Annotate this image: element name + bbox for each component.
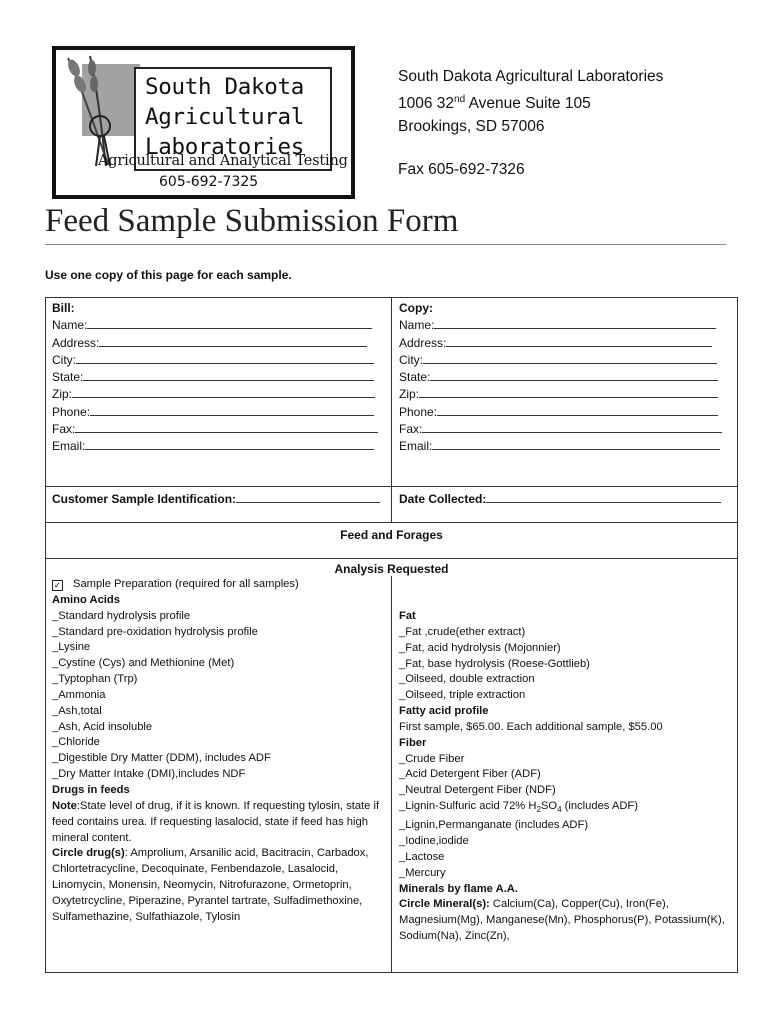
column-divider-top [391, 297, 392, 522]
list-item: _Dry Matter Intake (DMI),includes NDF [52, 768, 246, 781]
logo-line-1: South Dakota [145, 74, 304, 100]
list-item: _Iodine,iodide [399, 835, 469, 848]
address-city: Brookings, SD 57006 [398, 118, 545, 136]
bill-heading: Bill: [52, 301, 75, 315]
list-item: _Digestible Dry Matter (DDM), includes ADF [52, 752, 271, 765]
bill-name-field[interactable]: Name: [52, 317, 382, 334]
list-item: _Ammonia [52, 688, 106, 701]
drugs-circle-list: Circle drug(s): Amprolium, Arsanilic acid, Bacitracin, Carbadox, Chlortetracycline, Decoquinate, Fenbendazole, Lasalocid, Linomycin, Monensin, Neomycin, Nitrofurazone, Ormetoprin, Oxytetrcycline, Piperazine, Pyrantel tartrate, Sulfadimethoxine, Sulfamethazine, Sulfathiazole, Tylosin [52, 847, 369, 923]
list-item: _Ash,total [52, 704, 102, 717]
bill-section [52, 300, 382, 456]
copy-email-field[interactable]: Email: [399, 438, 729, 455]
customer-sample-id-field[interactable]: Customer Sample Identification: [52, 491, 387, 508]
feed-forages-heading: Feed and Forages [340, 528, 443, 542]
analysis-left-list [52, 577, 387, 926]
divider-sample-id [45, 522, 738, 523]
bill-city-field[interactable]: City: [52, 352, 382, 369]
list-item: _Ash, Acid insoluble [52, 720, 153, 733]
list-item: _Oilseed, double extraction [399, 673, 535, 686]
copy-fax-field[interactable]: Fax: [399, 421, 729, 438]
minerals-heading: Minerals by flame A.A. [399, 882, 518, 895]
fiber-heading: Fiber [399, 736, 427, 749]
copy-name-field[interactable]: Name: [399, 317, 729, 334]
drugs-heading: Drugs in feeds [52, 783, 130, 796]
address-fax: Fax 605-692-7326 [398, 161, 525, 179]
list-item: _Oilseed, triple extraction [399, 689, 526, 702]
list-item: _Standard hydrolysis profile [52, 609, 191, 622]
date-collected-field[interactable]: Date Collected: [399, 491, 729, 508]
form-title: Feed Sample Submission Form [45, 203, 459, 239]
logo-phone: 605-692-7325 [159, 174, 259, 190]
bill-zip-field[interactable]: Zip: [52, 386, 382, 403]
copy-city-field[interactable]: City: [399, 352, 729, 369]
list-item: _Typtophan (Trp) [52, 673, 138, 686]
bill-state-field[interactable]: State: [52, 369, 382, 386]
column-divider-bottom [391, 576, 392, 973]
logo-line-2: Agricultural [145, 104, 304, 130]
amino-acids-heading: Amino Acids [52, 593, 120, 606]
minerals-circle-list: Circle Mineral(s): Calcium(Ca), Copper(Cu), Iron(Fe), Magnesium(Mg), Manganese(Mn), Phosphorus(P), Potassium(K), Sodium(Na), Zinc(Zn), [399, 898, 725, 943]
copy-zip-field[interactable]: Zip: [399, 386, 729, 403]
drugs-note: Note:State level of drug, if it is known. If requesting tylosin, state if feed contains urea. If requesting lasalocid, state if feed has high mineral content. [52, 799, 380, 844]
title-divider [45, 244, 726, 245]
fatty-acid-price: First sample, $65.00. Each additional sample, $55.00 [399, 720, 663, 733]
list-item: _Acid Detergent Fiber (ADF) [399, 768, 541, 781]
bill-address-field[interactable]: Address: [52, 335, 382, 352]
list-item: _Crude Fiber [399, 752, 465, 765]
copy-section [399, 300, 729, 456]
bill-email-field[interactable]: Email: [52, 438, 382, 455]
list-item: _Neutral Detergent Fiber (NDF) [399, 784, 556, 797]
analysis-requested-heading: Analysis Requested [334, 562, 449, 576]
list-item: _Chloride [52, 736, 100, 749]
copy-state-field[interactable]: State: [399, 369, 729, 386]
instruction-text: Use one copy of this page for each sample. [45, 268, 292, 282]
checkbox-checked-icon[interactable]: ✓ [53, 580, 62, 590]
copy-heading: Copy: [399, 301, 433, 315]
copy-address-field[interactable]: Address: [399, 335, 729, 352]
logo-tagline: Agricultural and Analytical Testing [98, 153, 348, 169]
lab-address [398, 65, 663, 181]
logo-line-3: Laboratories [145, 134, 304, 160]
lab-logo [52, 46, 355, 199]
list-item: _Lignin-Sulfuric acid 72% $H_2SO_4$ (includes ADF) [399, 800, 638, 815]
bill-phone-field[interactable]: Phone: [52, 404, 382, 421]
list-item: _Lactose [399, 850, 445, 863]
sample-prep-checkbox[interactable]: ✓ Sample Preparation (required for all samples) [53, 578, 299, 590]
fat-heading: Fat [399, 610, 416, 622]
list-item: _Lignin,Permanganate (includes ADF) [399, 819, 589, 832]
bill-fax-field[interactable]: Fax: [52, 421, 382, 438]
list-item: _Fat, acid hydrolysis (Mojonnier) [399, 641, 561, 654]
address-street: 1006 32nd Avenue Suite 105 [398, 94, 591, 113]
fatty-acid-heading: Fatty acid profile [399, 705, 489, 718]
list-item: _Fat ,crude(ether extract) [399, 625, 526, 638]
analysis-right-list [399, 609, 735, 945]
copy-phone-field[interactable]: Phone: [399, 404, 729, 421]
list-item: _Fat, base hydrolysis (Roese-Gottlieb) [399, 657, 590, 670]
address-name: South Dakota Agricultural Laboratories [398, 68, 664, 85]
list-item: _Lysine [52, 641, 91, 654]
list-item: _Mercury [399, 866, 446, 879]
list-item: _Cystine (Cys) and Methionine (Met) [52, 657, 235, 670]
divider-feed [45, 558, 738, 559]
list-item: _Standard pre-oxidation hydrolysis profile [52, 625, 258, 638]
